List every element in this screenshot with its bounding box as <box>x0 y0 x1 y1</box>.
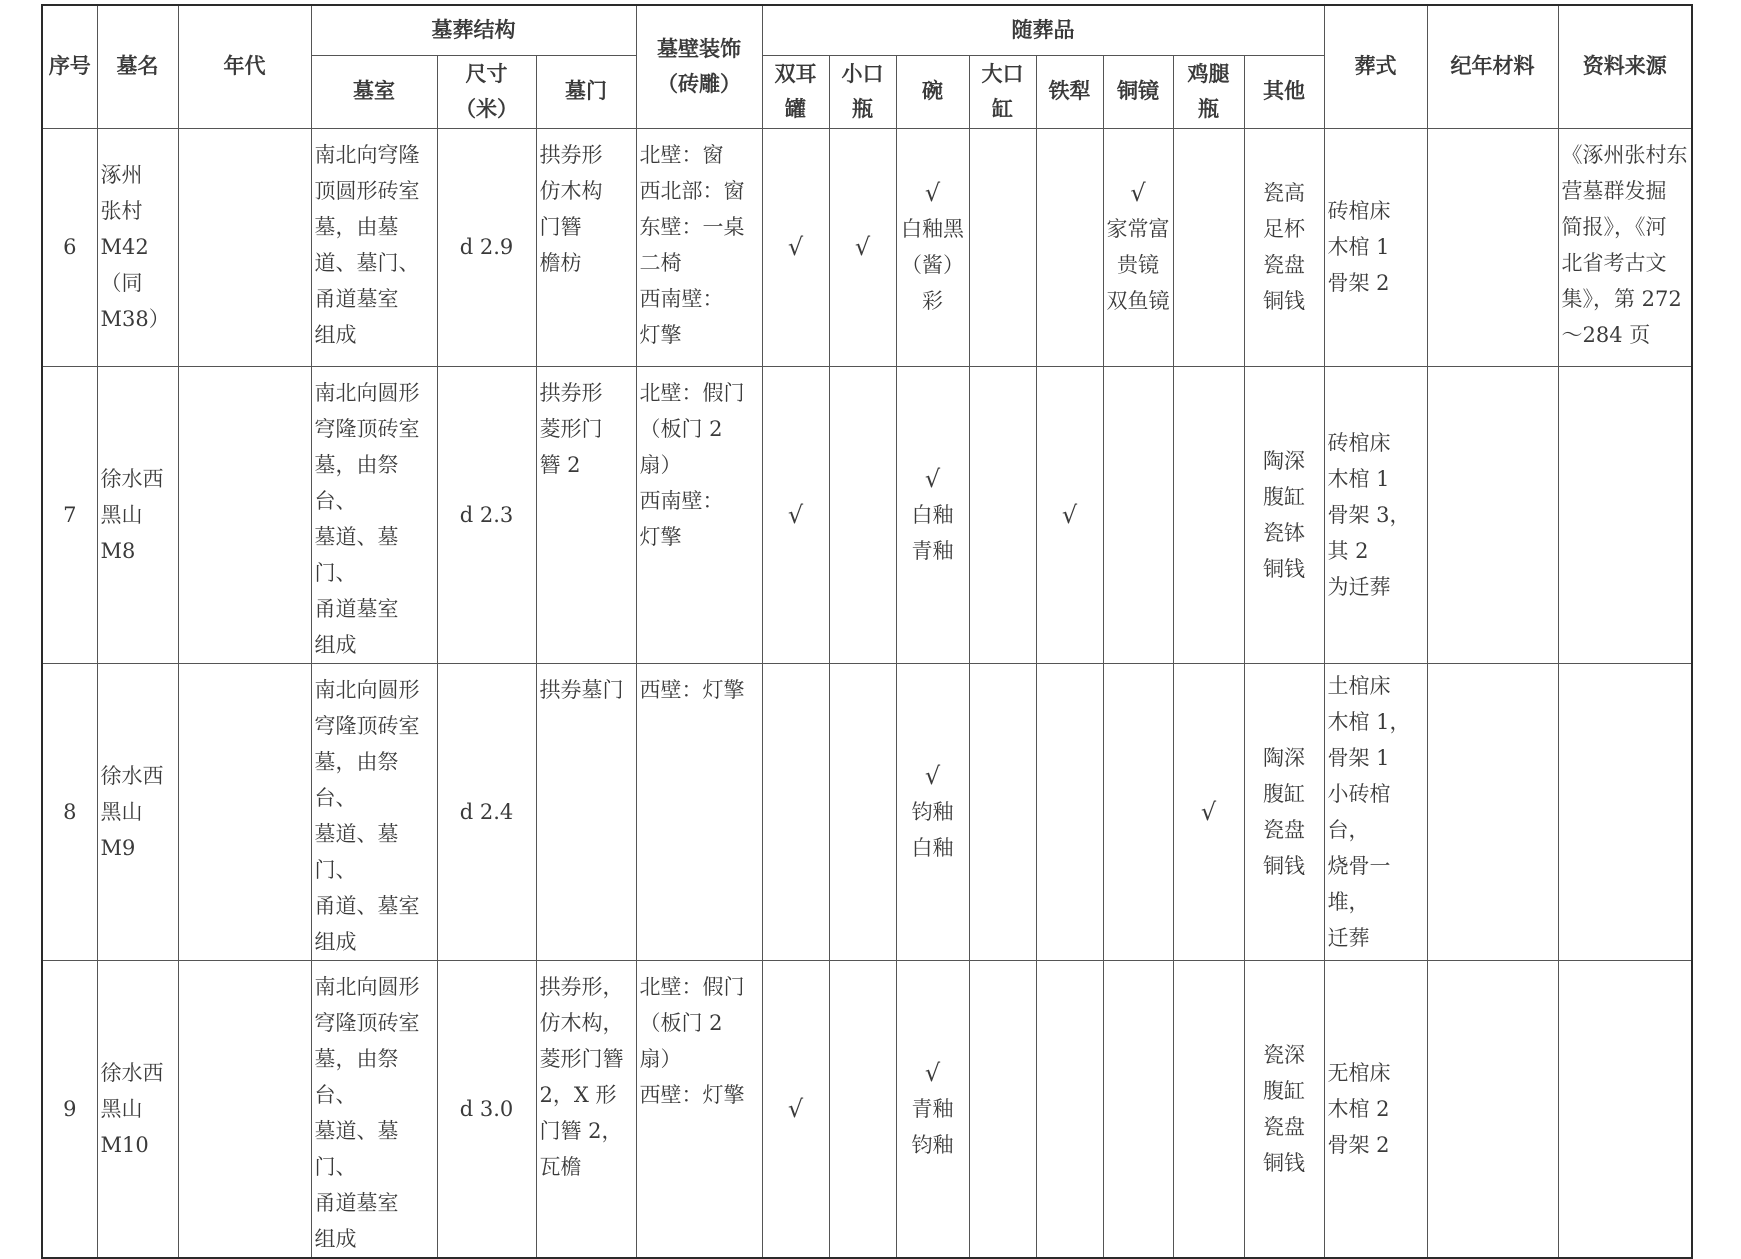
cell-big-mouth-vat <box>969 366 1036 663</box>
cell-wall-decor: 北壁：假门 （板门 2 扇） 西壁：灯擎 <box>636 960 762 1258</box>
check-mark: √ <box>1061 500 1078 529</box>
header-source: 资料来源 <box>1558 5 1692 128</box>
header-bowl: 碗 <box>896 55 969 128</box>
header-big-mouth-vat: 大口 缸 <box>969 55 1036 128</box>
cell-source: 《涿州张村东 营墓群发掘 简报》，《河 北省考古文 集》，第 272 ～284 页 <box>1558 128 1692 366</box>
header-goods: 随葬品 <box>762 5 1324 55</box>
cell-bowl-text: 钧釉 白釉 <box>911 799 954 860</box>
cell-wall-decor: 西壁：灯擎 <box>636 663 762 960</box>
cell-size: d 2.3 <box>437 366 536 663</box>
cell-seq: 9 <box>42 960 97 1258</box>
cell-size: d 2.9 <box>437 128 536 366</box>
cell-chamber: 南北向圆形 穹隆顶砖室 墓，由祭台、 墓道、墓门、 甬道、墓室 组成 <box>311 663 437 960</box>
cell-tomb-name: 涿州 张村 M42（同 M38） <box>97 128 178 366</box>
cell-bronze-mirror-text: 家常富 贵镜 双鱼镜 <box>1106 217 1170 313</box>
header-double-ear-jar: 双耳 罐 <box>762 55 829 128</box>
cell-chicken-leg-bottle <box>1173 663 1244 960</box>
cell-era <box>178 960 311 1258</box>
cell-iron-plough <box>1036 663 1103 960</box>
cell-bronze-mirror <box>1103 960 1173 1258</box>
cell-bronze-mirror <box>1103 663 1173 960</box>
header-wall-decor: 墓壁装饰 （砖雕） <box>636 5 762 128</box>
cell-gate: 拱券墓门 <box>536 663 636 960</box>
cell-small-mouth-bottle <box>829 128 896 366</box>
header-gate: 墓门 <box>536 55 636 128</box>
cell-chamber: 南北向圆形 穹隆顶砖室 墓，由祭台、 墓道、墓门、 甬道墓室 组成 <box>311 960 437 1258</box>
check-mark: √ <box>787 1094 804 1123</box>
header-structure: 墓葬结构 <box>311 5 636 55</box>
cell-bowl <box>896 960 969 1258</box>
cell-other: 瓷深 腹缸 瓷盘 铜钱 <box>1244 960 1324 1258</box>
cell-chicken-leg-bottle <box>1173 366 1244 663</box>
cell-size: d 3.0 <box>437 960 536 1258</box>
table-row <box>42 366 1692 663</box>
cell-seq: 7 <box>42 366 97 663</box>
cell-small-mouth-bottle <box>829 366 896 663</box>
cell-iron-plough <box>1036 960 1103 1258</box>
cell-dated-material <box>1427 128 1558 366</box>
cell-bowl <box>896 366 969 663</box>
check-mark: √ <box>854 233 871 261</box>
cell-small-mouth-bottle <box>829 663 896 960</box>
header-iron-plough: 铁犁 <box>1036 55 1103 128</box>
cell-big-mouth-vat <box>969 663 1036 960</box>
cell-dated-material <box>1427 663 1558 960</box>
cell-source <box>1558 960 1692 1258</box>
cell-tomb-name: 徐水西 黑山 M9 <box>97 663 178 960</box>
cell-seq: 8 <box>42 663 97 960</box>
cell-other: 瓷高 足杯 瓷盘 铜钱 <box>1244 128 1324 366</box>
cell-seq: 6 <box>42 128 97 366</box>
cell-small-mouth-bottle <box>829 960 896 1258</box>
cell-bowl-text: 白釉 青釉 <box>911 502 954 563</box>
cell-double-ear-jar <box>762 128 829 366</box>
cell-bronze-mirror <box>1103 128 1173 366</box>
cell-dated-material <box>1427 960 1558 1258</box>
cell-burial: 无棺床 木棺 2 骨架 2 <box>1324 960 1427 1258</box>
check-mark: √ <box>924 761 941 790</box>
cell-bowl <box>896 663 969 960</box>
cell-era <box>178 128 311 366</box>
cell-gate: 拱券形 菱形门 簪 2 <box>536 366 636 663</box>
header-tomb-name: 墓名 <box>97 5 178 128</box>
cell-bronze-mirror <box>1103 366 1173 663</box>
cell-double-ear-jar <box>762 960 829 1258</box>
check-mark: √ <box>1200 797 1217 826</box>
header-size: 尺寸 （米） <box>437 55 536 128</box>
header-era: 年代 <box>178 5 311 128</box>
cell-wall-decor: 北壁：假门 （板门 2 扇） 西南壁： 灯擎 <box>636 366 762 663</box>
cell-iron-plough <box>1036 366 1103 663</box>
cell-bowl-text: 青釉 钧釉 <box>911 1096 954 1157</box>
check-mark: √ <box>787 233 804 261</box>
check-mark: √ <box>787 500 804 529</box>
check-mark: √ <box>924 179 941 207</box>
cell-burial: 土棺床 木棺 1， 骨架 1 小砖棺台， 烧骨一堆， 迁葬 <box>1324 663 1427 960</box>
cell-source <box>1558 366 1692 663</box>
check-mark: √ <box>924 1058 941 1087</box>
header-burial: 葬式 <box>1324 5 1427 128</box>
cell-chicken-leg-bottle <box>1173 128 1244 366</box>
cell-chicken-leg-bottle <box>1173 960 1244 1258</box>
cell-bowl <box>896 128 969 366</box>
header-small-mouth-bottle: 小口 瓶 <box>829 55 896 128</box>
table-body <box>42 128 1692 1258</box>
cell-source <box>1558 663 1692 960</box>
header-dated-material: 纪年材料 <box>1427 5 1558 128</box>
cell-burial: 砖棺床 木棺 1 骨架 3， 其 2 为迁葬 <box>1324 366 1427 663</box>
cell-tomb-name: 徐水西 黑山 M10 <box>97 960 178 1258</box>
cell-iron-plough <box>1036 128 1103 366</box>
check-mark: √ <box>924 464 941 493</box>
cell-double-ear-jar <box>762 663 829 960</box>
table-header <box>42 5 1692 128</box>
cell-double-ear-jar <box>762 366 829 663</box>
cell-tomb-name: 徐水西 黑山 M8 <box>97 366 178 663</box>
header-chamber: 墓室 <box>311 55 437 128</box>
cell-chamber: 南北向圆形 穹隆顶砖室 墓，由祭台、 墓道、墓门、 甬道墓室 组成 <box>311 366 437 663</box>
cell-era <box>178 663 311 960</box>
cell-chamber: 南北向穹隆 顶圆形砖室 墓，由墓 道、墓门、 甬道墓室 组成 <box>311 128 437 366</box>
cell-gate: 拱券形， 仿木构， 菱形门簪 2，X 形 门簪 2， 瓦檐 <box>536 960 636 1258</box>
cell-burial: 砖棺床 木棺 1 骨架 2 <box>1324 128 1427 366</box>
cell-big-mouth-vat <box>969 128 1036 366</box>
header-other: 其他 <box>1244 55 1324 128</box>
header-chicken-leg-bottle: 鸡腿 瓶 <box>1173 55 1244 128</box>
cell-other: 陶深 腹缸 瓷钵 铜钱 <box>1244 366 1324 663</box>
cell-big-mouth-vat <box>969 960 1036 1258</box>
cell-wall-decor: 北壁：窗 西北部：窗 东壁：一桌 二椅 西南壁： 灯擎 <box>636 128 762 366</box>
table-row <box>42 663 1692 960</box>
table-row <box>42 128 1692 366</box>
tomb-data-table <box>41 4 1693 1259</box>
cell-other: 陶深 腹缸 瓷盘 铜钱 <box>1244 663 1324 960</box>
header-bronze-mirror: 铜镜 <box>1103 55 1173 128</box>
header-seq: 序号 <box>42 5 97 128</box>
check-mark: √ <box>1130 179 1146 207</box>
cell-gate: 拱券形 仿木构 门簪 檐枋 <box>536 128 636 366</box>
cell-era <box>178 366 311 663</box>
cell-dated-material <box>1427 366 1558 663</box>
table-row <box>42 960 1692 1258</box>
cell-size: d 2.4 <box>437 663 536 960</box>
cell-bowl-text: 白釉黑 （酱） 彩 <box>901 217 964 313</box>
